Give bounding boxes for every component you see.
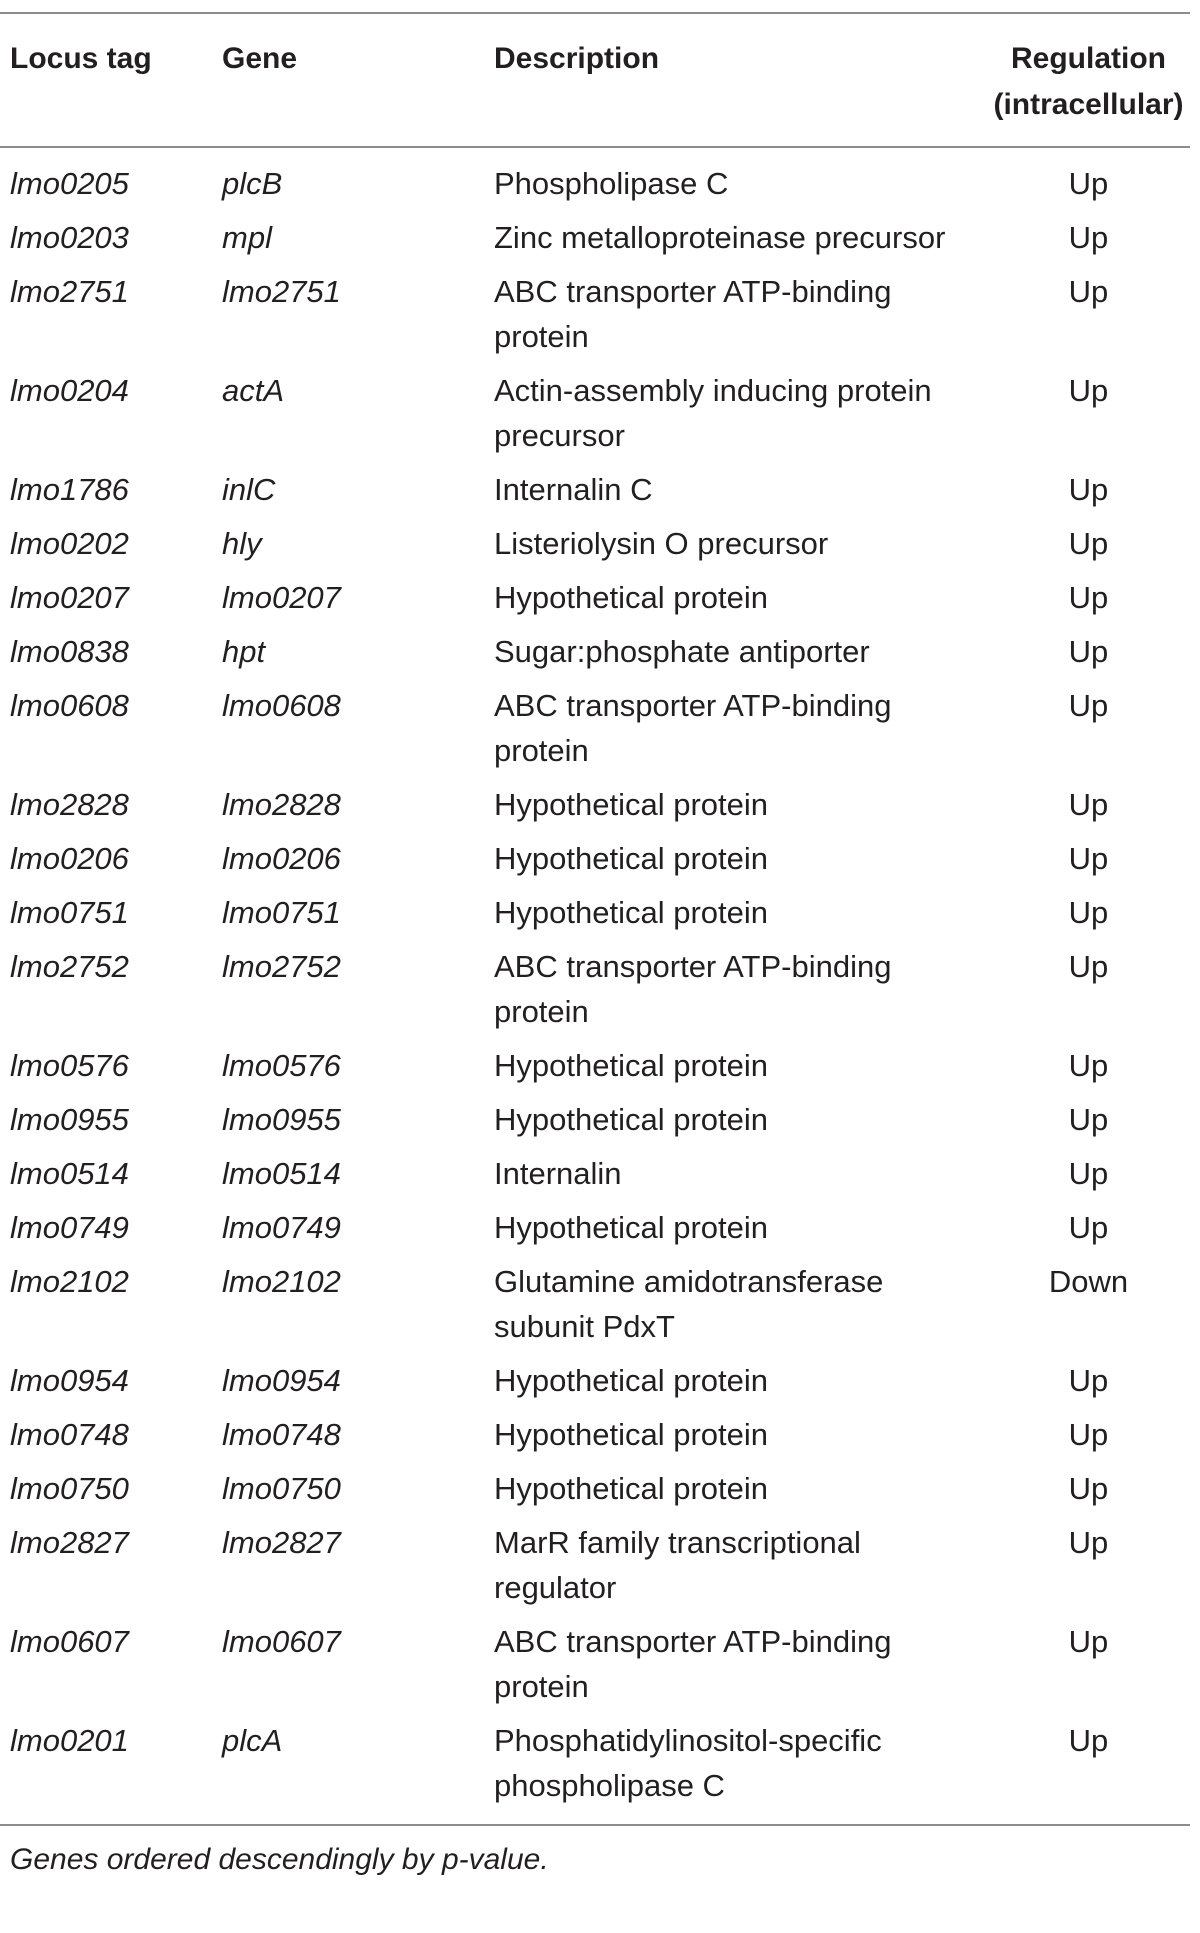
regulation-cell: Up — [1068, 1471, 1109, 1506]
description-cell: Hypothetical protein — [494, 1048, 768, 1083]
description-cell: ABC transporter ATP-binding protein — [494, 274, 892, 354]
table-row — [0, 1718, 1190, 1824]
regulation-cell: Up — [1068, 895, 1109, 930]
description-cell: Hypothetical protein — [494, 895, 768, 930]
table-row — [0, 782, 1190, 836]
locus-tag-cell: lmo2752 — [10, 949, 129, 984]
locus-tag-cell: lmo0607 — [10, 1624, 129, 1659]
gene-cell: lmo0514 — [222, 1156, 341, 1191]
description-cell: Hypothetical protein — [494, 1417, 768, 1452]
locus-tag-cell: lmo0748 — [10, 1417, 129, 1452]
table-row — [0, 368, 1190, 467]
gene-cell: plcB — [222, 166, 283, 201]
table-row — [0, 1619, 1190, 1718]
description-cell: Hypothetical protein — [494, 1363, 768, 1398]
gene-cell: hly — [222, 526, 262, 561]
regulation-cell: Down — [1048, 1264, 1129, 1299]
gene-cell: lmo0206 — [222, 841, 341, 876]
table-row — [0, 683, 1190, 782]
table-row — [0, 629, 1190, 683]
description-cell: MarR family transcriptional regulator — [494, 1525, 861, 1605]
gene-cell: inlC — [222, 472, 276, 507]
table-row — [0, 215, 1190, 269]
description-cell: Internalin C — [494, 472, 653, 507]
table-row — [0, 147, 1190, 215]
description-cell: Hypothetical protein — [494, 1210, 768, 1245]
regulation-cell: Up — [1068, 373, 1109, 408]
locus-tag-cell: lmo0838 — [10, 634, 129, 669]
locus-tag-cell: lmo0751 — [10, 895, 129, 930]
gene-cell: actA — [222, 373, 285, 408]
description-cell: Actin-assembly inducing protein precursor — [494, 373, 932, 453]
locus-tag-cell: lmo0204 — [10, 373, 129, 408]
locus-tag-cell: lmo0750 — [10, 1471, 129, 1506]
table-row — [0, 467, 1190, 521]
locus-tag-cell: lmo1786 — [10, 472, 129, 507]
table-row — [0, 575, 1190, 629]
regulation-cell: Up — [1068, 1723, 1109, 1758]
regulation-cell: Up — [1068, 274, 1109, 309]
regulation-cell: Up — [1068, 472, 1109, 507]
regulation-cell: Up — [1068, 634, 1109, 669]
gene-cell: lmo2752 — [222, 949, 341, 984]
table-row — [0, 890, 1190, 944]
gene-cell: lmo0207 — [222, 580, 341, 615]
gene-cell: lmo2102 — [222, 1264, 341, 1299]
regulation-cell: Up — [1068, 1156, 1109, 1191]
table-header — [0, 13, 1190, 147]
locus-tag-cell: lmo0203 — [10, 220, 129, 255]
regulation-cell: Up — [1068, 580, 1109, 615]
gene-cell: lmo2827 — [222, 1525, 341, 1560]
table-row — [0, 1412, 1190, 1466]
description-cell: Phospholipase C — [494, 166, 729, 201]
locus-tag-cell: lmo0207 — [10, 580, 129, 615]
table-footnote: Genes ordered descendingly by p-value. — [10, 1843, 549, 1876]
table-row — [0, 1520, 1190, 1619]
gene-cell: lmo0749 — [222, 1210, 341, 1245]
locus-tag-cell: lmo0206 — [10, 841, 129, 876]
table-row — [0, 1151, 1190, 1205]
locus-tag-cell: lmo0201 — [10, 1723, 129, 1758]
description-cell: Listeriolysin O precursor — [494, 526, 829, 561]
locus-tag-cell: lmo0202 — [10, 526, 129, 561]
header-description: Description — [494, 42, 660, 75]
locus-tag-cell: lmo0954 — [10, 1363, 129, 1398]
table-row — [0, 944, 1190, 1043]
regulation-cell: Up — [1068, 1048, 1109, 1083]
gene-cell: lmo0748 — [222, 1417, 341, 1452]
gene-cell: lmo0608 — [222, 688, 341, 723]
locus-tag-cell: lmo0514 — [10, 1156, 129, 1191]
gene-cell: mpl — [222, 220, 272, 255]
table-row — [0, 1259, 1190, 1358]
locus-tag-cell: lmo2828 — [10, 787, 129, 822]
gene-cell: lmo0954 — [222, 1363, 341, 1398]
regulation-cell: Up — [1068, 526, 1109, 561]
table-row — [0, 1358, 1190, 1412]
regulation-cell: Up — [1068, 949, 1109, 984]
locus-tag-cell: lmo2102 — [10, 1264, 129, 1299]
regulation-cell: Up — [1068, 1363, 1109, 1398]
description-cell: ABC transporter ATP-binding protein — [494, 688, 892, 768]
gene-cell: lmo0751 — [222, 895, 341, 930]
table-row — [0, 1043, 1190, 1097]
table-row — [0, 521, 1190, 575]
gene-cell: lmo0955 — [222, 1102, 341, 1137]
regulation-cell: Up — [1068, 688, 1109, 723]
description-cell: Hypothetical protein — [494, 1102, 768, 1137]
header-regulation-line1: Regulation — [1011, 42, 1166, 75]
description-cell: ABC transporter ATP-binding protein — [494, 949, 892, 1029]
gene-cell: lmo0750 — [222, 1471, 341, 1506]
description-cell: Internalin — [494, 1156, 622, 1191]
table-row — [0, 836, 1190, 890]
regulation-cell: Up — [1068, 1417, 1109, 1452]
description-cell: Zinc metalloproteinase precursor — [494, 220, 946, 255]
document — [0, 12, 1190, 1880]
gene-cell: plcA — [222, 1723, 283, 1758]
locus-tag-cell: lmo0955 — [10, 1102, 129, 1137]
gene-table — [0, 12, 1190, 1824]
description-cell: Sugar:phosphate antiporter — [494, 634, 870, 669]
description-cell: Hypothetical protein — [494, 787, 768, 822]
regulation-cell: Up — [1068, 1210, 1109, 1245]
gene-cell: lmo0607 — [222, 1624, 341, 1659]
table-body — [0, 147, 1190, 1824]
gene-cell: hpt — [222, 634, 266, 669]
description-cell: Phosphatidylinositol-specific phospholipase C — [494, 1723, 882, 1803]
table-row — [0, 1097, 1190, 1151]
description-cell: ABC transporter ATP-binding protein — [494, 1624, 892, 1704]
regulation-cell: Up — [1068, 220, 1109, 255]
locus-tag-cell: lmo0749 — [10, 1210, 129, 1245]
locus-tag-cell: lmo2827 — [10, 1525, 129, 1560]
regulation-cell: Up — [1068, 1624, 1109, 1659]
locus-tag-cell: lmo0205 — [10, 166, 129, 201]
description-cell: Hypothetical protein — [494, 841, 768, 876]
header-regulation — [987, 13, 1190, 147]
regulation-cell: Up — [1068, 1102, 1109, 1137]
gene-cell: lmo2751 — [222, 274, 341, 309]
locus-tag-cell: lmo2751 — [10, 274, 129, 309]
description-cell: Glutamine amidotransferase subunit PdxT — [494, 1264, 884, 1344]
table-row — [0, 1466, 1190, 1520]
table-row — [0, 1205, 1190, 1259]
header-regulation-line2: (intracellular) — [993, 88, 1184, 121]
regulation-cell: Up — [1068, 787, 1109, 822]
header-row — [0, 13, 1190, 147]
header-gene: Gene — [222, 42, 298, 75]
description-cell: Hypothetical protein — [494, 580, 768, 615]
header-locus-tag: Locus tag — [10, 42, 152, 75]
locus-tag-cell: lmo0608 — [10, 688, 129, 723]
gene-cell: lmo2828 — [222, 787, 341, 822]
regulation-cell: Up — [1068, 1525, 1109, 1560]
locus-tag-cell: lmo0576 — [10, 1048, 129, 1083]
regulation-cell: Up — [1068, 841, 1109, 876]
table-row — [0, 269, 1190, 368]
regulation-cell: Up — [1068, 166, 1109, 201]
description-cell: Hypothetical protein — [494, 1471, 768, 1506]
gene-cell: lmo0576 — [222, 1048, 341, 1083]
